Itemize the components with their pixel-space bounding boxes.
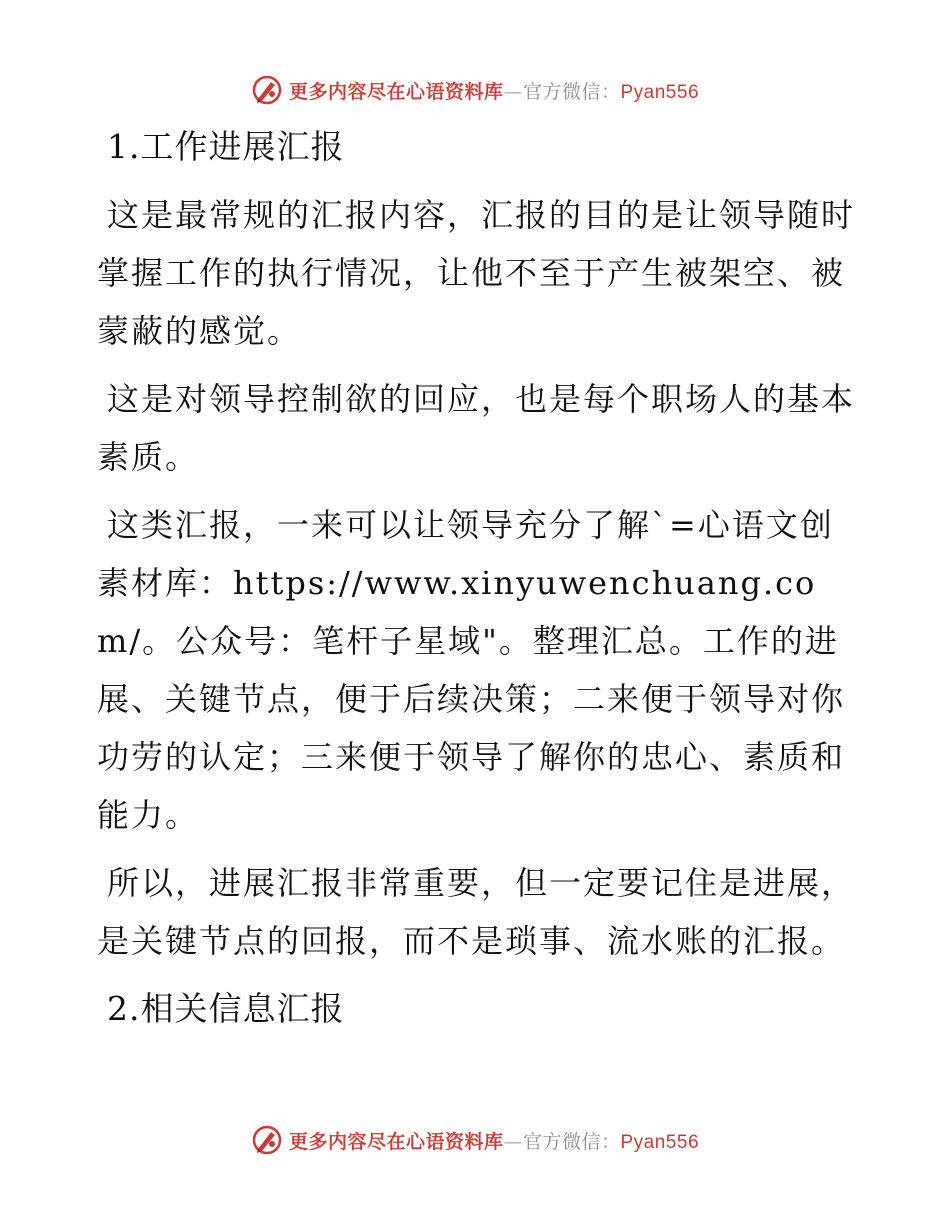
footer-banner-inner [251, 1124, 699, 1156]
banner-wechat-label: 官方微信： [522, 1130, 621, 1153]
pen-logo-icon [251, 74, 283, 106]
header-banner [0, 70, 950, 110]
banner-wechat-label: 官方微信： [522, 80, 621, 103]
banner-dash: — [503, 1130, 523, 1153]
footer-banner [0, 1120, 950, 1160]
banner-site-text: 更多内容尽在心语资料库 [288, 80, 504, 103]
banner-wechat-id: Pyan556 [620, 1131, 700, 1153]
header-banner-inner [251, 74, 699, 106]
section-heading-2: 2.相关信息汇报 [107, 989, 345, 1028]
document-body [97, 118, 857, 1048]
paragraph-4: 所以，进展汇报非常重要，但一定要记住是进展，是关键节点的回报，而不是琐事、流水账的汇报。 [97, 864, 856, 960]
section-heading-1: 1.工作进展汇报 [107, 127, 345, 166]
banner-dash: — [503, 80, 523, 103]
paragraph-3: 这类汇报，一来可以让领导充分了解`=心语文创素材库：https://www.xinyuwenchuang.com/。公众号：笔杆子星域"。整理汇总。工作的进展、关键节点，便于后续决策；二来便于领导对你功劳的认定；三来便于领导了解你的忠心、素质和能力。 [97, 506, 846, 834]
paragraph-1: 这是最常规的汇报内容，汇报的目的是让领导随时掌握工作的执行情况，让他不至于产生被架空、被蒙蔽的感觉。 [97, 196, 856, 350]
pen-logo-icon [251, 1124, 283, 1156]
banner-site-text: 更多内容尽在心语资料库 [288, 1130, 504, 1153]
banner-wechat-id: Pyan556 [620, 81, 700, 103]
paragraph-2: 这是对领导控制欲的回应，也是每个职场人的基本素质。 [97, 380, 856, 476]
